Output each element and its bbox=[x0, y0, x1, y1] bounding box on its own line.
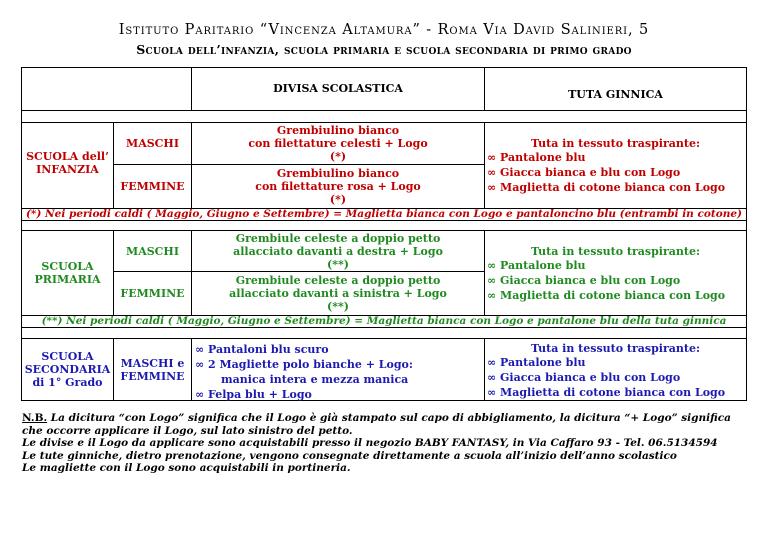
divisa-infanzia-maschi: Grembiulino bianco con filettature celesti + Logo (*) bbox=[248, 124, 428, 163]
school-levels-subtitle: Scuola dell’infanzia, scuola primaria e scuola secondaria di primo grado bbox=[136, 42, 632, 57]
divisa-list-secondaria: ∞ Pantaloni blu scuro ∞ 2 Magliette polo bianche + Logo: manica intera e mezza manica ∞ Felpa blu + Logo bbox=[195, 343, 413, 401]
tuta-title-primaria: Tuta in tessuto traspirante: bbox=[530, 244, 701, 258]
gender-femmine: FEMMINE bbox=[120, 180, 185, 193]
column-header-divisa: DIVISA SCOLASTICA bbox=[273, 81, 403, 95]
school-label-infanzia: SCUOLA dell’ INFANZIA bbox=[26, 150, 109, 176]
tuta-title-infanzia: Tuta in tessuto traspirante: bbox=[530, 136, 701, 150]
divisa-infanzia-femmine: Grembiulino bianco con filettature rosa + Logo (*) bbox=[255, 167, 421, 206]
tuta-title-secondaria: Tuta in tessuto traspirante: bbox=[530, 341, 701, 355]
footer-line-tute: Le tute ginniche, dietro prenotazione, vengono consegnate direttamente a scuola all’inizio dell’anno scolastico bbox=[22, 449, 677, 462]
school-label-secondaria: SCUOLA SECONDARIA di 1° Grado bbox=[24, 350, 111, 389]
tuta-list-infanzia: ∞ Pantalone blu ∞ Giacca bianca e blu con Logo ∞ Maglietta di cotone bianca con Logo bbox=[487, 151, 726, 194]
note-infanzia: (*) Nei periodi caldi ( Maggio, Giugno e Settembre) = Maglietta bianca con Logo e pantaloncino blu (entrambi in cotone) bbox=[25, 208, 743, 220]
tuta-list-secondaria: ∞ Pantalone blu ∞ Giacca bianca e blu con Logo ∞ Maglietta di cotone bianca con Logo bbox=[487, 356, 726, 399]
gender-maschi: MASCHI bbox=[126, 244, 179, 258]
gender-maschi: MASCHI bbox=[126, 137, 179, 150]
school-header: Istituto Paritario “Vincenza Altamura” - Roma Via David Salinieri, 5 bbox=[118, 22, 650, 38]
column-header-tuta: TUTA GINNICA bbox=[568, 87, 663, 101]
divisa-primaria-maschi: Grembiule celeste a doppio petto allacciato davanti a destra + Logo (**) bbox=[233, 231, 443, 271]
note-primaria: (**) Nei periodi caldi ( Maggio, Giugno e Settembre) = Maglietta bianca con Logo e pantalone blu della tuta ginnica bbox=[41, 315, 727, 327]
school-label-primaria: SCUOLA PRIMARIA bbox=[34, 260, 101, 286]
footer-notes bbox=[22, 412, 747, 475]
uniform-table bbox=[21, 67, 747, 401]
nb-paragraph: N.B. La dicitura “con Logo” significa che il Logo è già stampato sul capo di abbigliamento, la dicitura “+ Logo” significa che occorre applicare il Logo, sul lato sinistro del petto. bbox=[22, 412, 731, 437]
divisa-primaria-femmine: Grembiule celeste a doppio petto allacciato davanti a sinistra + Logo (**) bbox=[229, 274, 447, 313]
gender-maschi-femmine: MASCHI e FEMMINE bbox=[120, 356, 185, 383]
footer-line-magliette: Le magliette con il Logo sono acquistabili in portineria. bbox=[22, 462, 351, 474]
footer-line-shop: Le divise e il Logo da applicare sono acquistabili presso il negozio BABY FANTASY, in Via Caffaro 93 - Tel. 06.5134594 bbox=[22, 437, 718, 449]
gender-femmine: FEMMINE bbox=[120, 287, 185, 300]
tuta-list-primaria: ∞ Pantalone blu ∞ Giacca bianca e blu con Logo ∞ Maglietta di cotone bianca con Logo bbox=[487, 259, 726, 302]
